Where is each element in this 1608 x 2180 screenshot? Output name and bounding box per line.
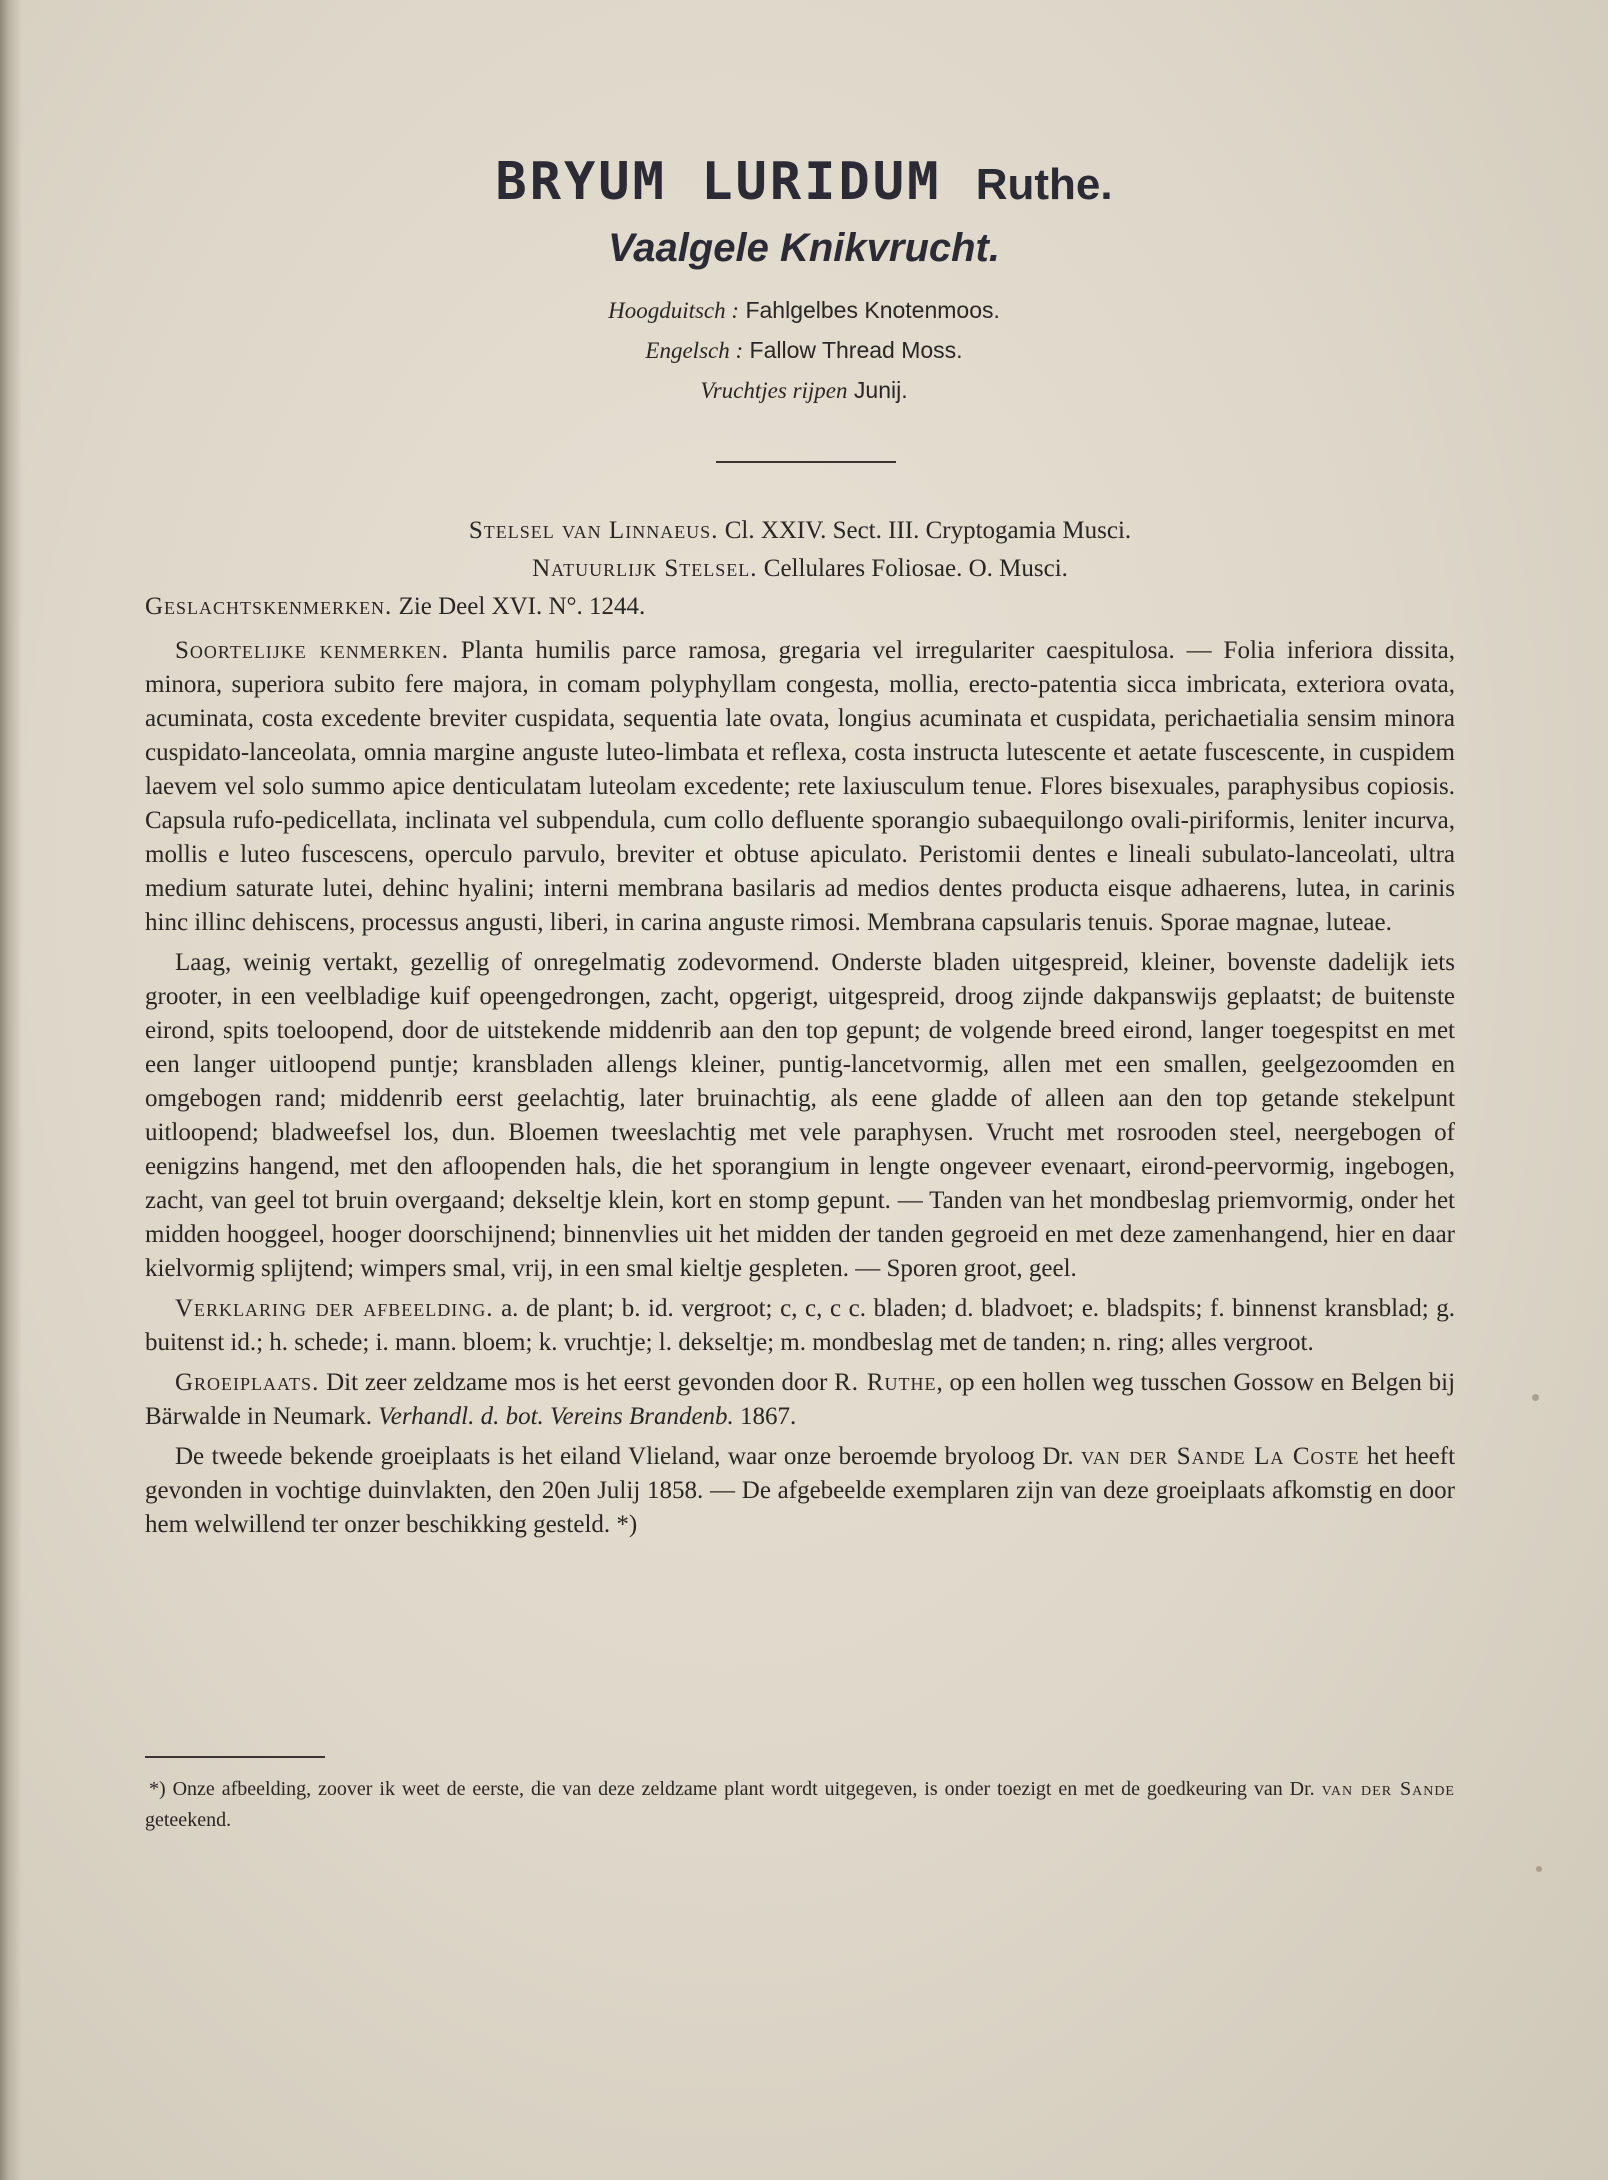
main-text (145, 512, 1455, 1548)
explanation-text: a. de plant; b. id. vergroot; c, c, c c. bladen; d. bladvoet; e. bladspits; f. binnenst kransblad; g. buitenst id.; h. schede; i. mann. bloem; k. vruchtje; l. dekseltje; m. mondbeslag met de tanden; n. ring; alles vergroot. (145, 1295, 1456, 1356)
habitat-citation: Verhandl. d. bot. Vereins Brandenb. (378, 1403, 734, 1430)
natural-system (145, 550, 1455, 588)
habitat-para2-a: De tweede bekende groeiplaats is het eiland Vlieland, waar onze beroemde bryoloog Dr. (175, 1443, 1074, 1470)
linnaeus-value: Cl. XXIV. Sect. III. Cryptogamia Musci. (724, 517, 1132, 544)
habitat-name-2: van der Sande La Coste (1081, 1443, 1360, 1470)
paper-spot (1536, 1866, 1542, 1872)
explanation-paragraph (145, 1292, 1455, 1360)
ripening-value: Junij. (853, 377, 908, 403)
habitat-text-2: , op een hollen weg tusschen Gossow en Belgen bij Bärwalde in Neumark. (145, 1369, 1456, 1430)
habitat-paragraph-2 (145, 1440, 1455, 1542)
species-latin-text: Planta humilis parce ramosa, gregaria vel irregulariter caespitulosa. — Folia inferiora dissita, minora, superiora subito fere majora, in comam polyphyllam congesta, mollia, erecto-patentia sicca imbricata, exteriora ovata, acuminata, costa excedente breviter cuspidata, sequentia late ovata, longius acuminata et cuspidata, perichaetialia sensim minora cuspidato-lanceolata, omnia margine anguste luteo-limbata et reflexa, costa instructa lutescente et aetate fuscescente, in cuspidem laevem vel solo summo apice denticulatam luteolam excedente; rete laxiusculum tenue. Flores bisexuales, paraphysibus copiosis. Capsula rufo-pedicellata, inclinata vel subpendula, cum collo defluente sporangio subaequilongo ovali-piriformis, leniter incurva, mollis e luteo fuscescens, operculo parvulo, breviter et obtuse apiculato. Peristomii dentes e lineali subulato-lanceolati, ultra medium saturate lutei, dehinc hyalini; interni membrana basilaris ad medios dentes producta eisque adhaerens, lutea, in carinis hinc illinc dehiscens, processus angusti, liberi, in carina anguste rimosi. Membrana capsularis tenuis. Sporae magnae, luteae. (145, 637, 1455, 936)
english-label: Engelsch : (645, 338, 744, 363)
ripening-label: Vruchtjes rijpen (700, 378, 848, 403)
species-dutch-paragraph: Laag, weinig vertakt, gezellig of onregelmatig zodevormend. Onderste bladen uitgespreid, kleiner, bovenste dadelijk iets grooter, in een veelbladige kuif opeengedrongen, zacht, opgerigt, uitgespreid, droog zijnde dakpanswijs geplaatst; de buitenste eirond, spits toeloopend, door de uitstekende middenrib aan den top gepunt; de volgende breed eirond, langer toegespitst en met een langer uitloopend puntje; kransbladen allengs kleiner, puntig-lancetvormig, allen met een smallen, geelgezoomden en omgebogen rand; middenrib eerst geelachtig, later bruinachtig, als eene gladde of alleen aan den top getande stekelpunt uitloopend; bladweefsel los, dun. Bloemen tweeslachtig met vele paraphysen. Vrucht met rosrooden steel, neergebogen of eenigzins hangend, met den afloopenden hals, die het sporangium in lengte ongeveer evenaart, eirond-peervormig, ingebogen, zacht, van geel tot bruin overgaand; dekseltje klein, kort en stomp gepunt. — Tanden van het mondbeslag priemvormig, onder het midden hooggeel, hooger doorschijnend; binnenvlies uit het midden der tanden gegroeid en met deze zamenhangend, hier en daar kielvormig splijtend; wimpers smal, vrij, in een smal kieltje gespleten. — Sporen groot, geel. (145, 949, 1455, 1282)
english-name: Fallow Thread Moss. (749, 337, 963, 363)
title-species: BRYUM LURIDUM (495, 152, 942, 212)
linnaeus-system (145, 512, 1455, 550)
species-latin-paragraph (145, 634, 1455, 940)
ripening-row (0, 370, 1608, 410)
genus-value: Zie Deel XVI. N°. 1244. (398, 593, 646, 620)
natural-label: Natuurlijk Stelsel. (532, 555, 758, 582)
german-label: Hoogduitsch : (608, 298, 740, 323)
page-title (0, 152, 1608, 212)
english-name-row (0, 330, 1608, 370)
habitat-para2-b: het heeft gevonden in vochtige duinvlakten, den 20en Julij 1858. — De afgebeelde exemplaren zijn van deze groeiplaats afkomstig en door hem welwillend ter onzer beschikking gesteld. *) (145, 1443, 1456, 1538)
habitat-paragraph (145, 1366, 1455, 1434)
footnote (145, 1774, 1455, 1836)
habitat-text-1: Dit zeer zeldzame mos is het eerst gevonden door (326, 1369, 828, 1396)
footnote-text-a: *) Onze afbeelding, zoover ik weet de eerste, die van deze zeldzame plant wordt uitgegeven, is onder toezigt en met de goedkeuring van Dr. (149, 1778, 1315, 1800)
footnote-name: van der Sande (1321, 1778, 1455, 1800)
genus-characters (145, 590, 1455, 624)
vernacular-names (0, 290, 1608, 410)
genus-label: Geslachtskenmerken. (145, 593, 393, 620)
dutch-name: Vaalgele Knikvrucht. (608, 226, 1000, 270)
habitat-label: Groeiplaats. (175, 1369, 320, 1396)
habitat-name-1: R. Ruthe (834, 1369, 937, 1396)
explanation-label: Verklaring der afbeelding. (175, 1295, 494, 1322)
natural-value: Cellulares Foliosae. O. Musci. (763, 555, 1068, 582)
footnote-text-b: geteekend. (145, 1809, 232, 1831)
paper-spot (1532, 1394, 1539, 1401)
title-divider (716, 461, 896, 463)
footnote-divider (145, 1756, 325, 1758)
linnaeus-label: Stelsel van Linnaeus. (468, 517, 719, 544)
german-name-row (0, 290, 1608, 330)
species-label: Soortelijke kenmerken. (175, 637, 449, 664)
german-name: Fahlgelbes Knotenmoos. (745, 297, 1000, 323)
habitat-year: 1867. (740, 1403, 797, 1430)
title-author: Ruthe. (975, 160, 1113, 209)
